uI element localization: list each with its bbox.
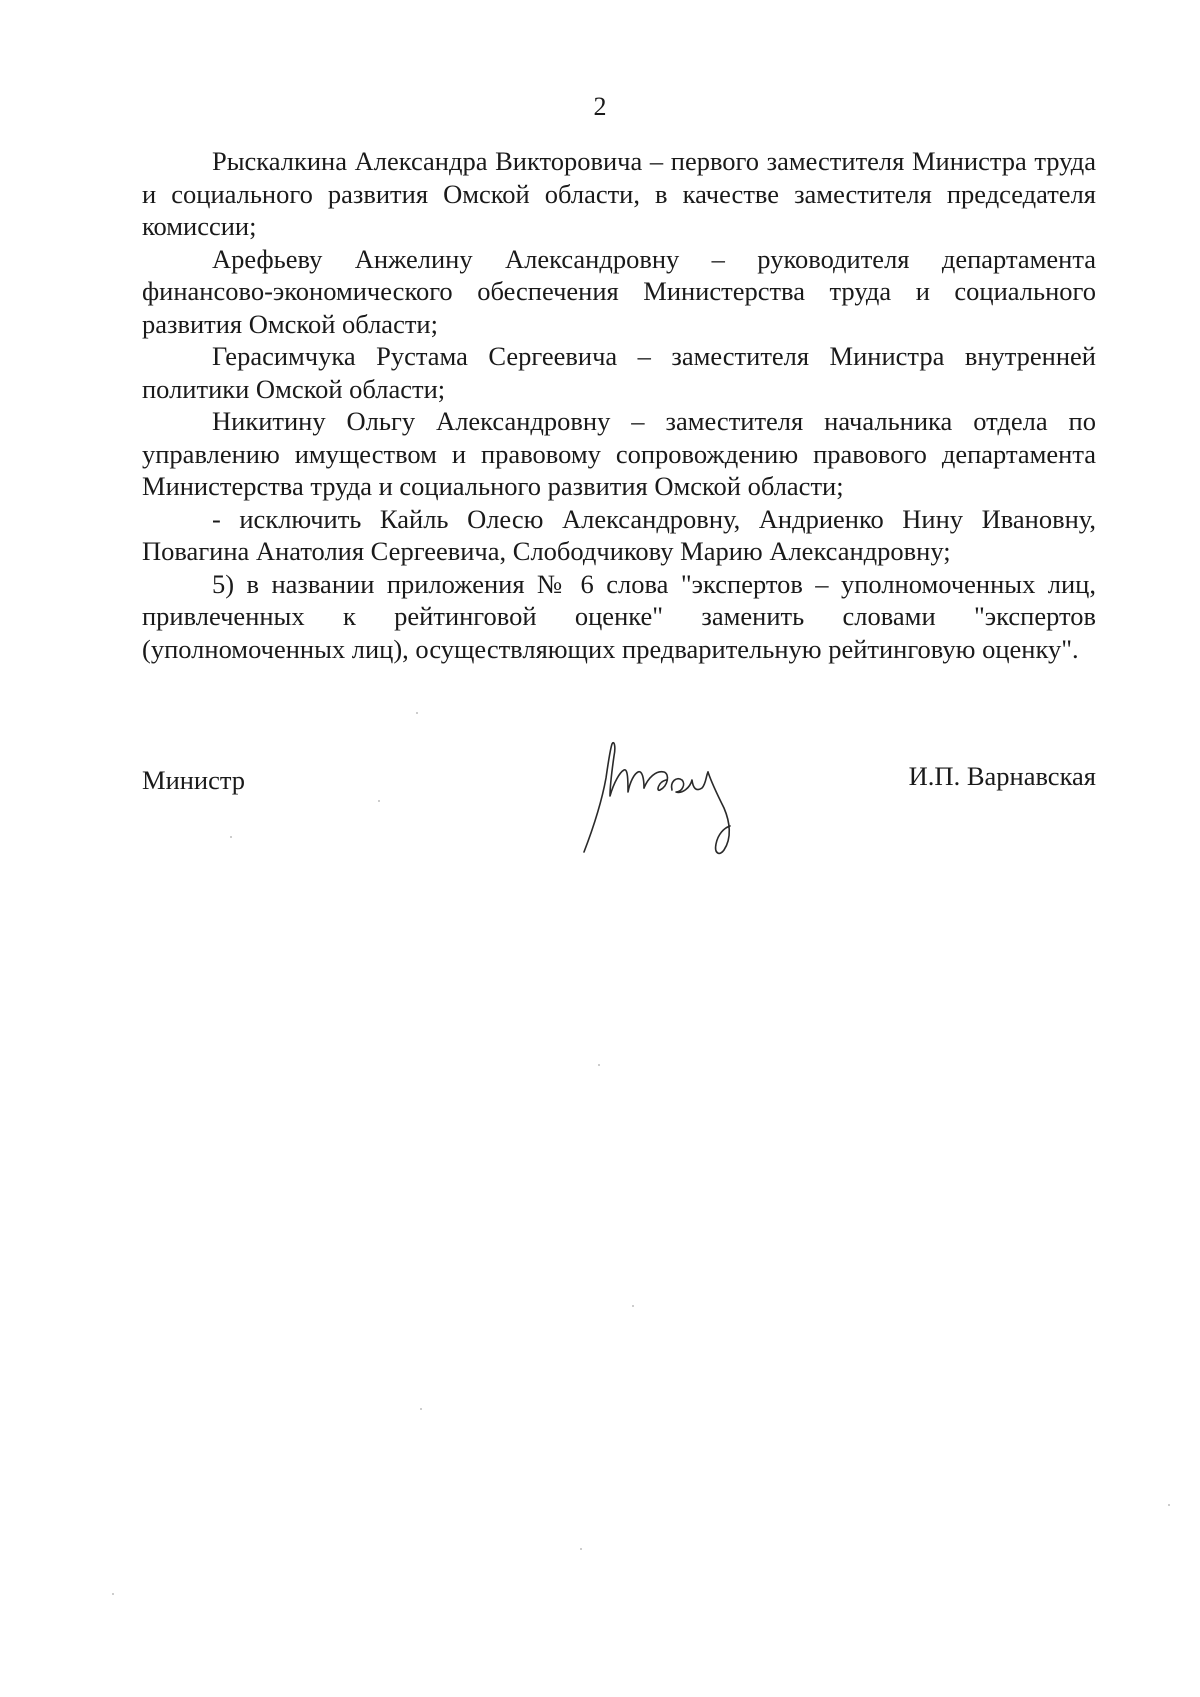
scan-speck xyxy=(378,800,380,802)
paragraph: - исключить Кайль Олесю Александровну, Андриенко Нину Ивановну, Повагина Анатолия Сергеевича, Слободчикову Марию Александровну; xyxy=(142,503,1096,566)
paragraph: Арефьеву Анжелину Александровну – руководителя департамента финансово-экономического обеспечения Министерства труда и социального развития Омской области; xyxy=(142,243,1096,339)
page-number: 2 xyxy=(593,92,607,121)
scan-speck xyxy=(580,1548,582,1550)
signatory-name: И.П. Варнавская xyxy=(908,761,1096,791)
handwritten-signature xyxy=(572,730,772,870)
document-body xyxy=(142,145,1096,665)
paragraph: Никитину Ольгу Александровну – заместителя начальника отдела по управлению имуществом и правовому сопровождению правового департамента Министерства труда и социального развития Омской области; xyxy=(142,406,1096,501)
paragraph: 5) в названии приложения № 6 слова "экспертов – уполномоченных лиц, привлеченных к рейтинговой оценке" заменить словами "экспертов (уполномоченных лиц), осуществляющих предварительную рейтинговую оценку". xyxy=(142,568,1096,664)
scan-speck xyxy=(420,1408,422,1410)
scan-speck xyxy=(112,1593,114,1595)
signature-block xyxy=(142,750,1096,870)
scan-speck xyxy=(416,712,418,714)
scan-speck xyxy=(1168,1504,1170,1506)
scan-speck xyxy=(598,1064,600,1066)
paragraph: Герасимчука Рустама Сергеевича – заместителя Министра внутренней политики Омской области; xyxy=(142,341,1096,404)
signatory-title: Министр xyxy=(142,765,246,795)
scan-speck xyxy=(230,836,232,838)
scan-speck xyxy=(632,1305,634,1307)
paragraph: Рыскалкина Александра Викторовича – первого заместителя Министра труда и социального развития Омской области, в качестве заместителя председателя комиссии; xyxy=(142,146,1096,241)
